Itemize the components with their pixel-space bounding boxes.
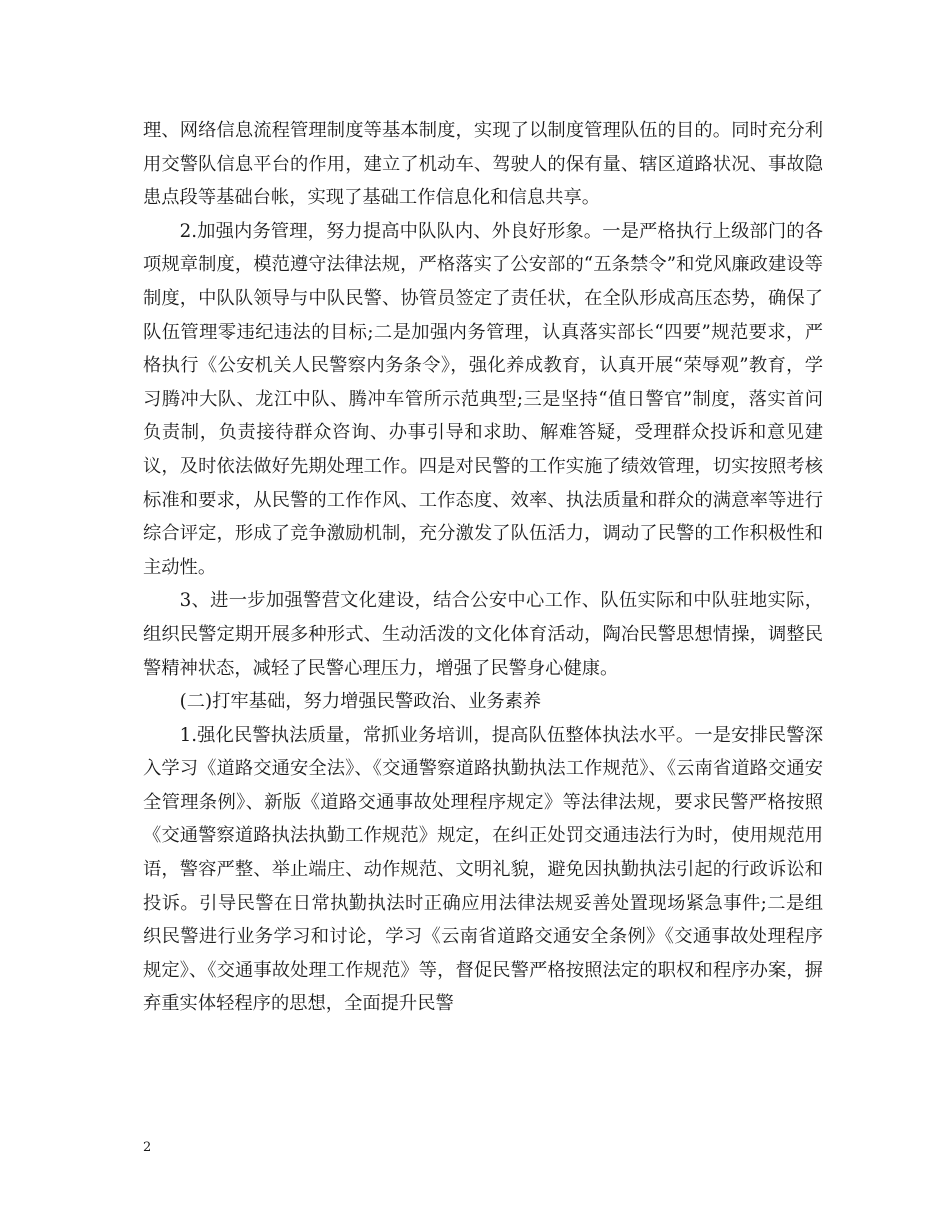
page-number: 2 — [143, 1140, 152, 1155]
paragraph-2: 2.加强内务管理，努力提高中队队内、外良好形象。一是严格执行上级部门的各项规章制度，模范遵守法律法规，严格落实了公安部的“五条禁令”和党风廉政建设等制度，中队队领导与中队民警、协管员签定了责任状，在全队形成高压态势，确保了队伍管理零违纪违法的目标;二是加强内务管理，认真落实部长“四要”规范要求，严格执行《公安机关人民警察内务条令》，强化养成教育，认真开展“荣辱观”教育，学习腾冲大队、龙江中队、腾冲车管所示范典型;三是坚持“值日警官”制度，落实首问负责制，负责接待群众咨询、办事引导和求助、解难答疑，受理群众投诉和意见建议，及时依法做好先期处理工作。四是对民警的工作实施了绩效管理，切实按照考核标准和要求，从民警的工作作风、工作态度、效率、执法质量和群众的满意率等进行综合评定，形成了竞争激励机制，充分激发了队伍活力，调动了民警的工作积极性和主动性。 — [143, 220, 823, 578]
paragraph-1: 理、网络信息流程管理制度等基本制度，实现了以制度管理队伍的目的。同时充分利用交警队信息平台的作用，建立了机动车、驾驶人的保有量、辖区道路状况、事故隐患点段等基础台帐，实现了基础工作信息化和信息共享。 — [143, 120, 823, 209]
section-heading: (二)打牢基础，努力增强民警政治、业务素养 — [179, 691, 542, 713]
document-body — [143, 114, 823, 1021]
paragraph-3: 3、进一步加强警营文化建设，结合公安中心工作、队伍实际和中队驻地实际，组织民警定期开展多种形式、生动活泼的文化体育活动，陶冶民警思想情操，调整民警精神状态，减轻了民警心理压力，增强了民警身心健康。 — [143, 590, 823, 679]
paragraph-4: 1.强化民警执法质量，常抓业务培训，提高队伍整体执法水平。一是安排民警深入学习《道路交通安全法》、《交通警察道路执勤执法工作规范》、《云南省道路交通安全管理条例》、新版《道路交通事故处理程序规定》等法律法规，要求民警严格按照《交通警察道路执法执勤工作规范》规定，在纠正处罚交通违法行为时，使用规范用语，警容严整、举止端庄、动作规范、文明礼貌，避免因执勤执法引起的行政诉讼和投诉。引导民警在日常执勤执法时正确应用法律法规妥善处置现场紧急事件;二是组织民警进行业务学习和讨论，学习《云南省道路交通安全条例》《交通事故处理程序规定》、《交通事故处理工作规范》等，督促民警严格按照法定的职权和程序办案，摒弃重实体轻程序的思想，全面提升民警 — [143, 724, 823, 1015]
